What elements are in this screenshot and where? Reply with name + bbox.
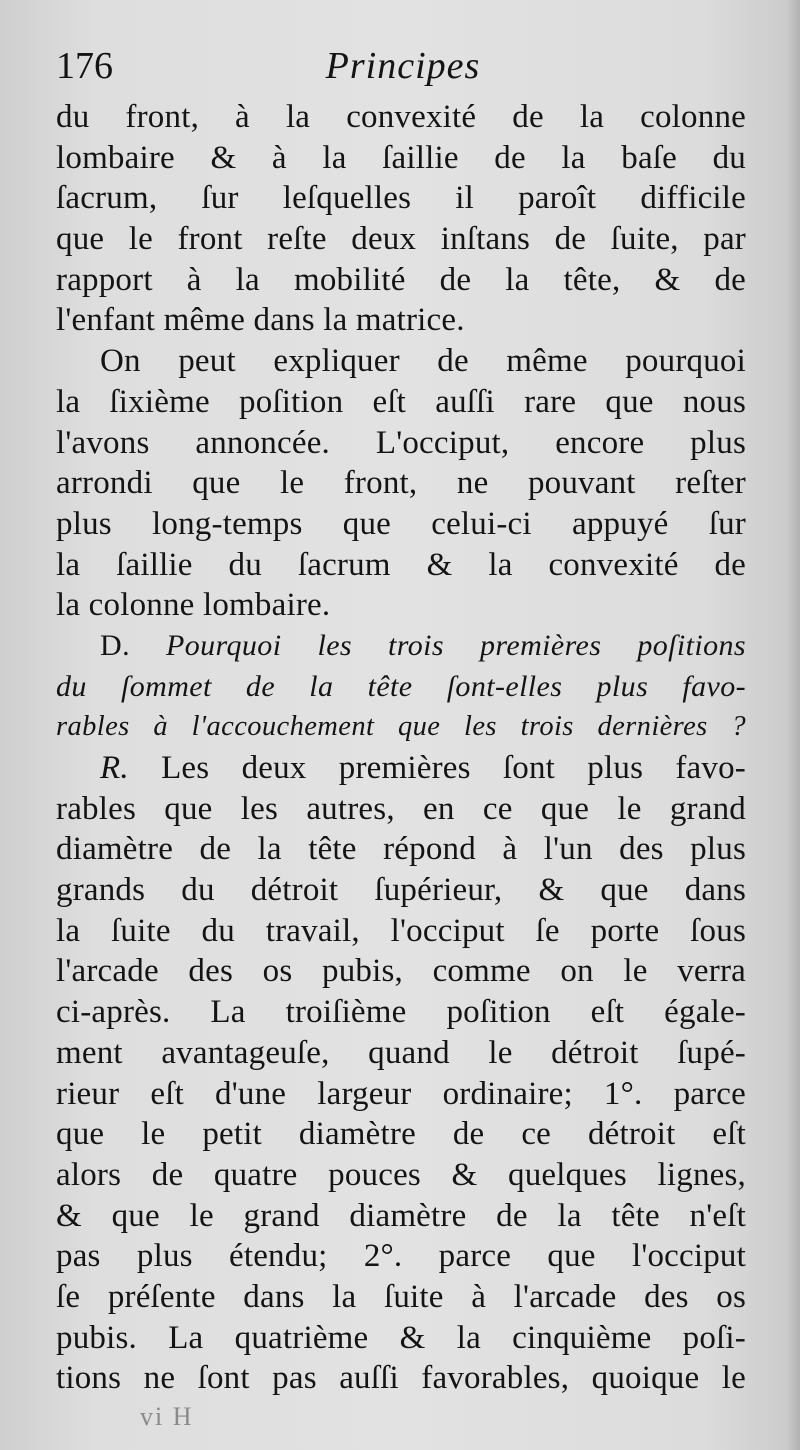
text-line: On peut expliquer de même pourquoi — [100, 343, 746, 380]
text-line: ci-après. La troiſième poſition eſt égale- — [56, 994, 746, 1031]
text-line: rables que les autres, en ce que le grand — [56, 790, 746, 827]
signature-mark: vi H — [140, 1402, 194, 1431]
text-line: rieur eſt d'une largeur ordinaire; 1°. parce — [56, 1075, 746, 1112]
answer-marker: R. — [100, 750, 129, 786]
text-line: ſacrum, ſur leſquelles il paroît difficile — [56, 180, 746, 217]
text-line: diamètre de la tête répond à l'un des plus — [56, 831, 746, 868]
text-line: rapport à la mobilité de la tête, & de — [56, 261, 746, 298]
question-text: Pourquoi les trois premières poſitions — [129, 628, 746, 662]
question-line: rables à l'accouchement que les trois dernières ? — [56, 711, 746, 743]
running-title: Principes — [325, 45, 481, 87]
text-line: la ſuite du travail, l'occiput ſe porte ſous — [56, 912, 746, 949]
text-line: que le front reſte deux inſtans de ſuite, par — [56, 221, 746, 258]
page-number: 176 — [56, 45, 113, 87]
text-line: arrondi que le front, ne pouvant reſter — [56, 465, 746, 502]
text-line: ſe préſente dans la ſuite à l'arcade des os — [56, 1278, 746, 1315]
text-line: lombaire & à la ſaillie de la baſe du — [56, 139, 746, 176]
text-line: tions ne ſont pas auſſi favorables, quoique le — [56, 1360, 746, 1397]
answer-text: Les deux premières ſont plus favo- — [128, 750, 746, 786]
text-line: que le petit diamètre de ce détroit eſt — [56, 1116, 746, 1153]
text-line: la ſaillie du ſacrum & la convexité de — [56, 546, 746, 583]
text-line: alors de quatre pouces & quelques lignes, — [56, 1156, 746, 1193]
text-line: l'avons annoncée. L'occiput, encore plus — [56, 424, 746, 461]
text-line: pas plus étendu; 2°. parce que l'occiput — [56, 1238, 746, 1275]
question-marker: D. — [100, 628, 130, 662]
question-line — [56, 626, 746, 667]
text-line: pubis. La quatrième & la cinquième poſi- — [56, 1319, 746, 1356]
question-line: du ſommet de la tête ſont-elles plus favo- — [56, 669, 746, 703]
page-edge-shadow — [786, 0, 800, 1450]
text-line: l'enfant même dans la matrice. — [56, 302, 465, 339]
text-line: du front, à la convexité de la colonne — [56, 99, 746, 135]
text-line: l'arcade des os pubis, comme on le verra — [56, 953, 746, 990]
text-line: la ſixième poſition eſt auſſi rare que nous — [56, 383, 746, 420]
answer-line — [56, 748, 746, 789]
page-header — [56, 42, 750, 90]
text-line: plus long-temps que celui-ci appuyé ſur — [56, 505, 746, 542]
text-line: & que le grand diamètre de la tête n'eſt — [56, 1197, 746, 1234]
text-line: ment avantageuſe, quand le détroit ſupé- — [56, 1034, 746, 1071]
body-text — [56, 97, 746, 1399]
text-line: grands du détroit ſupérieur, & que dans — [56, 872, 746, 909]
text-line: la colonne lombaire. — [56, 587, 331, 624]
